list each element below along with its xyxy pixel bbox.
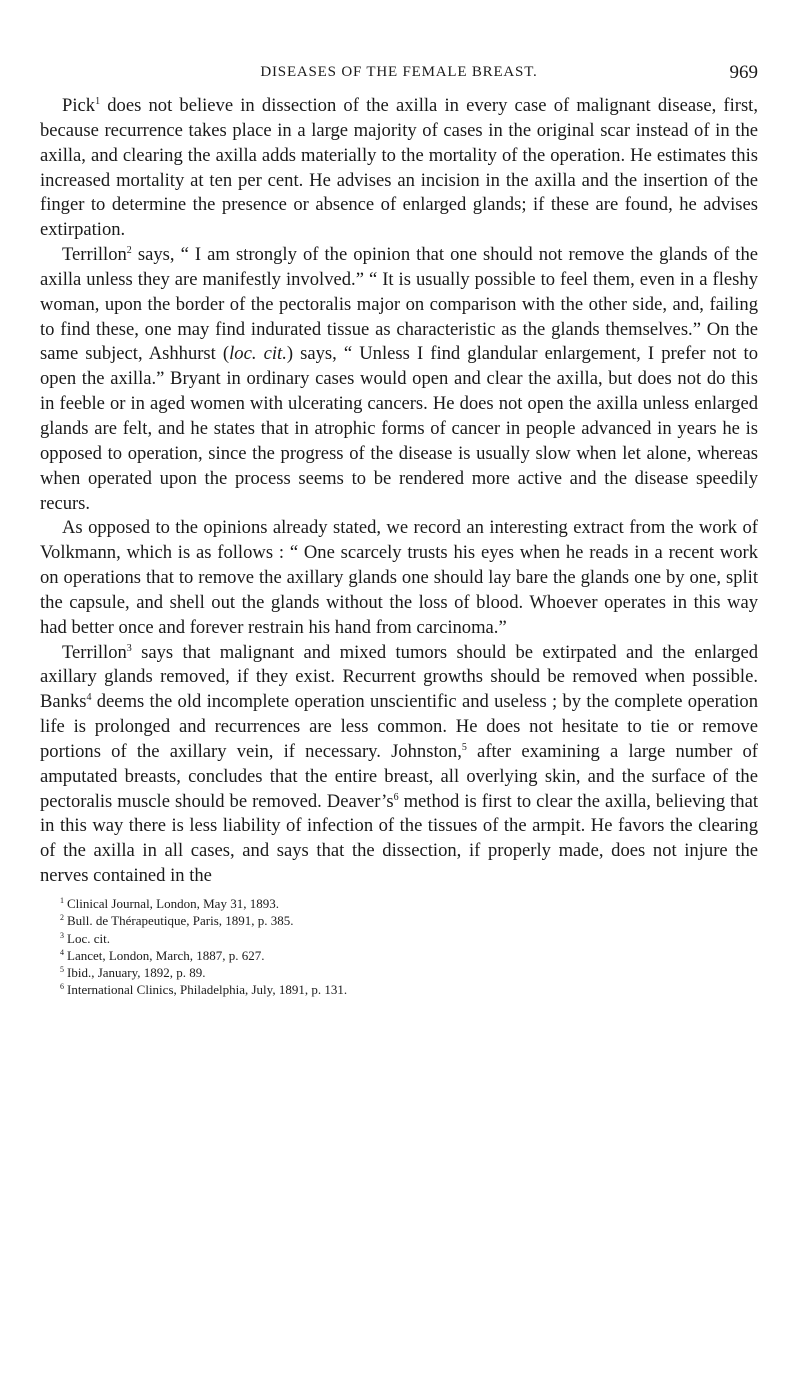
paragraph-text: method is first to clear the axilla, believing that in this way there is less liability of infection of the tissues of the armpit. He favors the clearing of the axilla in all cases, and says that the dissection, if properly made, does not injure the nerves contained in the <box>40 790 759 887</box>
footnote <box>60 964 758 981</box>
paragraph-text: deems the old incomplete operation unscientific and useless ; by the complete operation life is prolonged and recurrences are less common. He does not hesitate to tie or remove portions of the axillary vein, if necessary. Johnston, <box>40 691 758 762</box>
footnote <box>60 947 758 964</box>
footnote-text: Lancet, London, March, 1887, p. 627. <box>67 947 265 963</box>
page-number: 969 <box>729 62 758 83</box>
footnote-number: 2 <box>60 913 64 923</box>
footnote-ref: 1 <box>95 96 101 107</box>
footnote-text: Clinical Journal, London, May 31, 1893. <box>67 896 279 911</box>
footnote-number: 4 <box>60 947 64 957</box>
paragraph-text: does not believe in dissection of the axilla in every case of malignant disease, first, because recurrence takes place in a large majority of cases in the original scar instead of in the axilla, and clearing the axilla adds materially to the mortality of the operation. He estimates this increased mortality at ten per cent. He advises an incision in the axilla and the insertion of the finger to determine the presence or absence of enlarged glands; if these are found, he advises extirpation. <box>40 95 758 241</box>
body-text <box>40 94 758 889</box>
footnote-number: 3 <box>60 930 64 940</box>
footnote-number: 6 <box>60 982 64 992</box>
paragraph-recurrent-growths <box>40 641 758 889</box>
footnote-number: 5 <box>60 965 64 975</box>
footnote <box>60 895 758 912</box>
footnotes <box>40 895 758 999</box>
footnote-text: International Clinics, Philadelphia, July, 1891, p. 131. <box>67 982 348 998</box>
footnote-ref: 6 <box>393 791 399 803</box>
footnote <box>60 981 758 998</box>
footnote-number: 1 <box>60 896 64 905</box>
author-name: Terrillon <box>62 641 127 663</box>
paragraph-text: after examining a large number of amputated breasts, concludes that the entire breast, all overlying skin, and the surface of the pectoralis muscle should be removed. Deaver’s <box>40 740 758 812</box>
paragraph-text: says, “ I am strongly of the opinion that one should not remove the glands of the axilla unless they are manifestly involved.” “ It is usually possible to feel them, even in a fleshy woman, upon the border of the pectoralis major on comparison with the other side, and, failing to find these, one may find indurated tissue as characteristic as the glands themselves.” On the same subject, Ashhurst ( <box>40 244 758 365</box>
book-page <box>40 64 758 999</box>
footnote-text: Loc. cit. <box>67 930 110 946</box>
citation: loc. cit. <box>229 343 287 365</box>
paragraph-text: says that malignant and mixed tumors should be extirpated and the enlarged axillary glands removed, if they exist. Recurrent growths should be removed when possible. Banks <box>40 641 758 713</box>
author-name: Pick <box>62 95 96 116</box>
running-title: DISEASES OF THE FEMALE BREAST. <box>260 64 538 80</box>
footnote-text: Ibid., January, 1892, p. 89. <box>67 965 206 981</box>
author-name: Terrillon <box>62 244 127 266</box>
footnote-text: Bull. de Thérapeutique, Paris, 1891, p. 385. <box>67 913 294 929</box>
paragraph-text: ) says, “ Unless I find glandular enlargement, I prefer not to open the axilla.” Bryant in ordinary cases would open and clear the axilla, but does not do this in feeble or in aged women with ulcerating cancers. He does not open the axilla unless enlarged glands are felt, and he states that in atrophic forms of cancer in people advanced in years he is opposed to operation, since the progress of the disease is usually slow when let alone, whereas when operated upon the process seems to be rendered more active and the disease speedily recurs. <box>40 343 759 514</box>
footnote <box>60 930 758 947</box>
footnote-ref: 2 <box>126 245 132 257</box>
footnote <box>60 912 758 929</box>
paragraph-pick <box>40 94 758 243</box>
page-header <box>40 64 758 88</box>
footnote-ref: 5 <box>461 741 467 753</box>
paragraph-text: As opposed to the opinions already stated, we record an interesting extract from the work of Volkmann, which is as follows : “ One scarcely trusts his eyes when he reads in a recent work on operations that to remove the axillary glands one should lay bare the glands one by one, split the capsule, and shell out the glands without the loss of blood. Whoever operates in this way had better once and forever restrain his hand from carcinoma.” <box>40 517 758 638</box>
footnote-ref: 3 <box>126 642 132 654</box>
footnote-ref: 4 <box>86 692 92 704</box>
paragraph-terrillon <box>40 243 758 516</box>
paragraph-volkmann <box>40 516 758 640</box>
